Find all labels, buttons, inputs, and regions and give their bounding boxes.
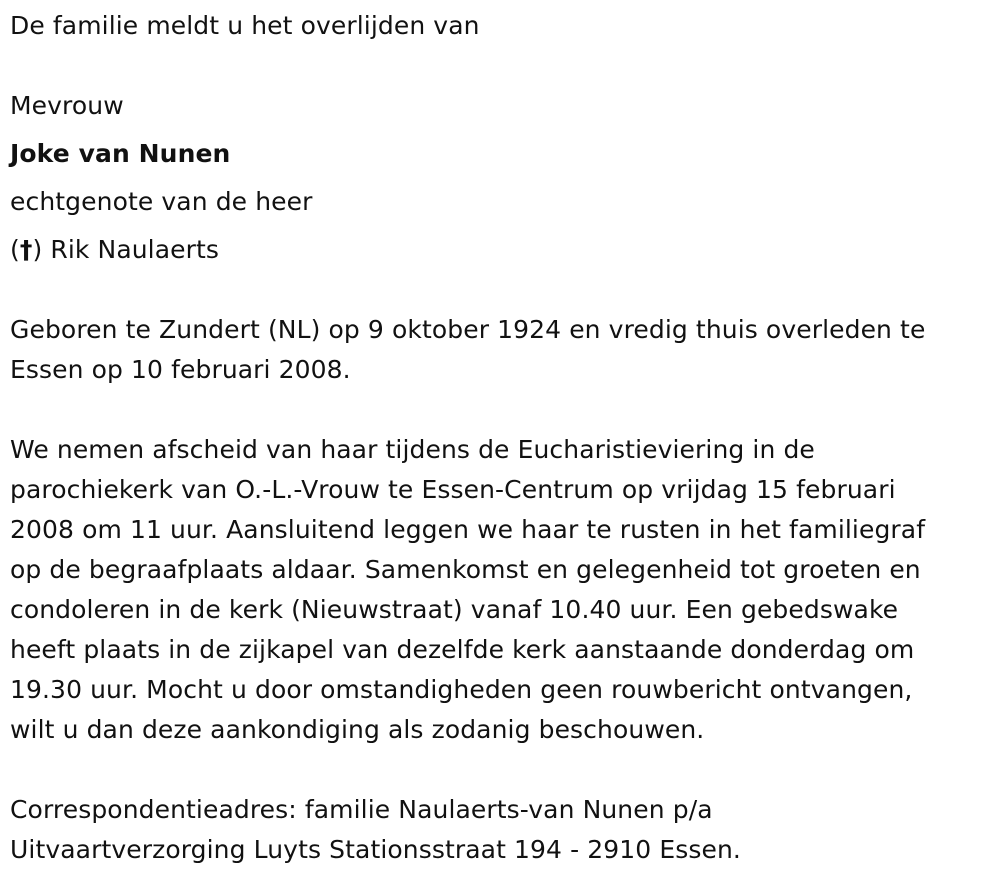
paragraph-line: Geboren te Zundert (NL) op 9 oktober 1924 en vredig thuis overleden te [10, 315, 926, 344]
paragraph-line: condoleren in de kerk (Nieuwstraat) vanaf 10.40 uur. Een gebedswake [10, 595, 899, 624]
deceased-name: Joke van Nunen [10, 139, 231, 168]
spouse-name: Rik Naulaerts [42, 235, 220, 264]
paragraph-line: Essen op 10 februari 2008. [10, 355, 351, 384]
spouse-line [10, 230, 219, 270]
address-paragraph [10, 790, 990, 870]
paragraph-line: Correspondentieadres: familie Naulaerts-van Nunen p/a [10, 795, 713, 824]
ceremony-paragraph [10, 430, 990, 750]
paren-open: ( [10, 235, 20, 264]
paragraph-line: parochiekerk van O.-L.-Vrouw te Essen-Centrum op vrijdag 15 februari [10, 475, 896, 504]
paragraph-line: 2008 om 11 uur. Aansluitend leggen we haar te rusten in het familiegraf [10, 515, 926, 544]
paragraph-line: Uitvaartverzorging Luyts Stationsstraat 194 - 2910 Essen. [10, 835, 741, 864]
salutation: Mevrouw [10, 91, 124, 120]
paragraph-line: 19.30 uur. Mocht u door omstandigheden geen rouwbericht ontvangen, [10, 675, 913, 704]
paragraph-line: op de begraafplaats aldaar. Samenkomst en gelegenheid tot groeten en [10, 555, 921, 584]
intro-text: De familie meldt u het overlijden van [10, 11, 480, 40]
paragraph-line: We nemen afscheid van haar tijdens de Eucharistieviering in de [10, 435, 815, 464]
relation-text: echtgenote van de heer [10, 187, 313, 216]
paragraph-line: wilt u dan deze aankondiging als zodanig beschouwen. [10, 715, 705, 744]
cross-icon: † [19, 235, 33, 264]
paragraph-line: heeft plaats in de zijkapel van dezelfde kerk aanstaande donderdag om [10, 635, 915, 664]
birth-death-paragraph [10, 310, 990, 390]
paren-close: ) [32, 235, 43, 264]
